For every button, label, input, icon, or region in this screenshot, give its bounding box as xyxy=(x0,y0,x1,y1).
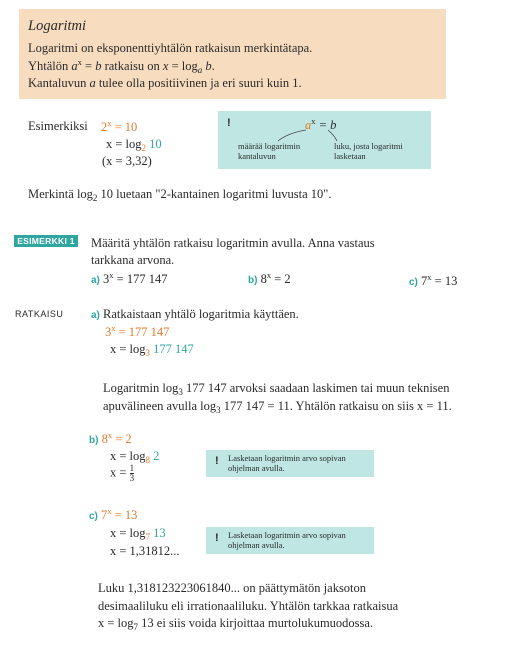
example1-line-2: tarkkana arvona. xyxy=(91,253,175,267)
definition-title: Logaritmi xyxy=(28,18,87,34)
example-badge: ESIMERKKI 1 xyxy=(14,235,78,247)
reading-sentence: Merkintä $\log_2 10$ luetaan "2-kantainen logaritmi luvusta 10". xyxy=(28,187,332,203)
solution-c-eq-1: c) $7^x = 13$ xyxy=(89,506,138,522)
definition-line-3: Kantaluvun a tulee olla positiivinen ja eri suuri kuin 1. xyxy=(28,76,302,90)
example-eq-3: (x = 3,32) xyxy=(102,154,152,168)
note-formula: $a^x = b$ xyxy=(305,116,337,132)
note-right-label: luku, josta logaritmi lasketaan xyxy=(334,141,403,161)
solution-a-eq-1: $3^x = 177$ 147 xyxy=(105,323,170,339)
solution-c-paragraph-2: desimaaliluku eli irrationaaliluku. Yhtälön tarkkaa ratkaisua xyxy=(98,599,399,613)
example-label: Esimerkiksi xyxy=(28,119,88,133)
example1-part-c: c) $7^x = 13$ xyxy=(409,272,458,288)
exclamation-icon: ! xyxy=(227,117,231,129)
note-left-label: määrää logaritmin kantaluvun xyxy=(238,141,301,161)
example-eq-2: $x = \log_2 10$ xyxy=(106,137,162,153)
solution-b-eq-2: $x = \log_8 2$ xyxy=(110,449,160,465)
solution-c-paragraph-1: Luku 1,318123223061840... on päättymätön jaksoton xyxy=(98,581,367,595)
note-box-c xyxy=(206,527,374,554)
solution-c-eq-2: $x = \log_7 13$ xyxy=(110,526,166,542)
example1-part-a: a) $3^x = 177$ 147 xyxy=(91,270,168,286)
definition-line-2: Yhtälön $a^x = b$ ratkaisu on $x = \log_a b$. xyxy=(28,57,215,75)
note-c-text: Lasketaan logaritmin arvo sopivan ohjelman avulla. xyxy=(228,530,346,550)
example1-part-b: b) $8^x = 2$ xyxy=(248,270,291,286)
example-eq-1: $2^x = 10$ xyxy=(101,118,138,134)
definition-box xyxy=(19,9,446,99)
solution-a-paragraph-1: Logaritmin $\log_3 177$ 147 arvoksi saadaan laskimen tai muun teknisen xyxy=(103,381,450,397)
example1-line-1: Määritä yhtälön ratkaisu logaritmin avulla. Anna vastaus xyxy=(91,236,375,250)
solution-a-paragraph-2: apuvälineen avulla $\log_3 177$ 147 = 11. Yhtälön ratkaisu on siis x = 11. xyxy=(103,399,452,415)
solution-c-eq-3: x = 1,31812... xyxy=(110,544,180,558)
solution-b-eq-3: x = $\frac{1}{3}$ xyxy=(110,463,135,483)
note-box-b xyxy=(206,450,374,477)
definition-line-1: Logaritmi on eksponenttiyhtälön ratkaisun merkintätapa. xyxy=(28,41,313,55)
solution-label: RATKAISU xyxy=(15,309,64,319)
exclamation-icon: ! xyxy=(215,455,219,467)
note-box-formula xyxy=(218,111,431,169)
note-b-text: Lasketaan logaritmin arvo sopivan ohjelman avulla. xyxy=(228,453,346,473)
solution-c-paragraph-3: $x = \log_7 13$ ei siis voida kirjoittaa murtolukumuodossa. xyxy=(98,616,374,632)
exclamation-icon: ! xyxy=(215,532,219,544)
solution-a-intro: a) Ratkaistaan yhtälö logaritmia käyttäen. xyxy=(91,307,299,321)
solution-b-eq-1: b) $8^x = 2$ xyxy=(89,430,132,446)
solution-a-eq-2: $x = \log_3 177$ 147 xyxy=(110,342,194,358)
